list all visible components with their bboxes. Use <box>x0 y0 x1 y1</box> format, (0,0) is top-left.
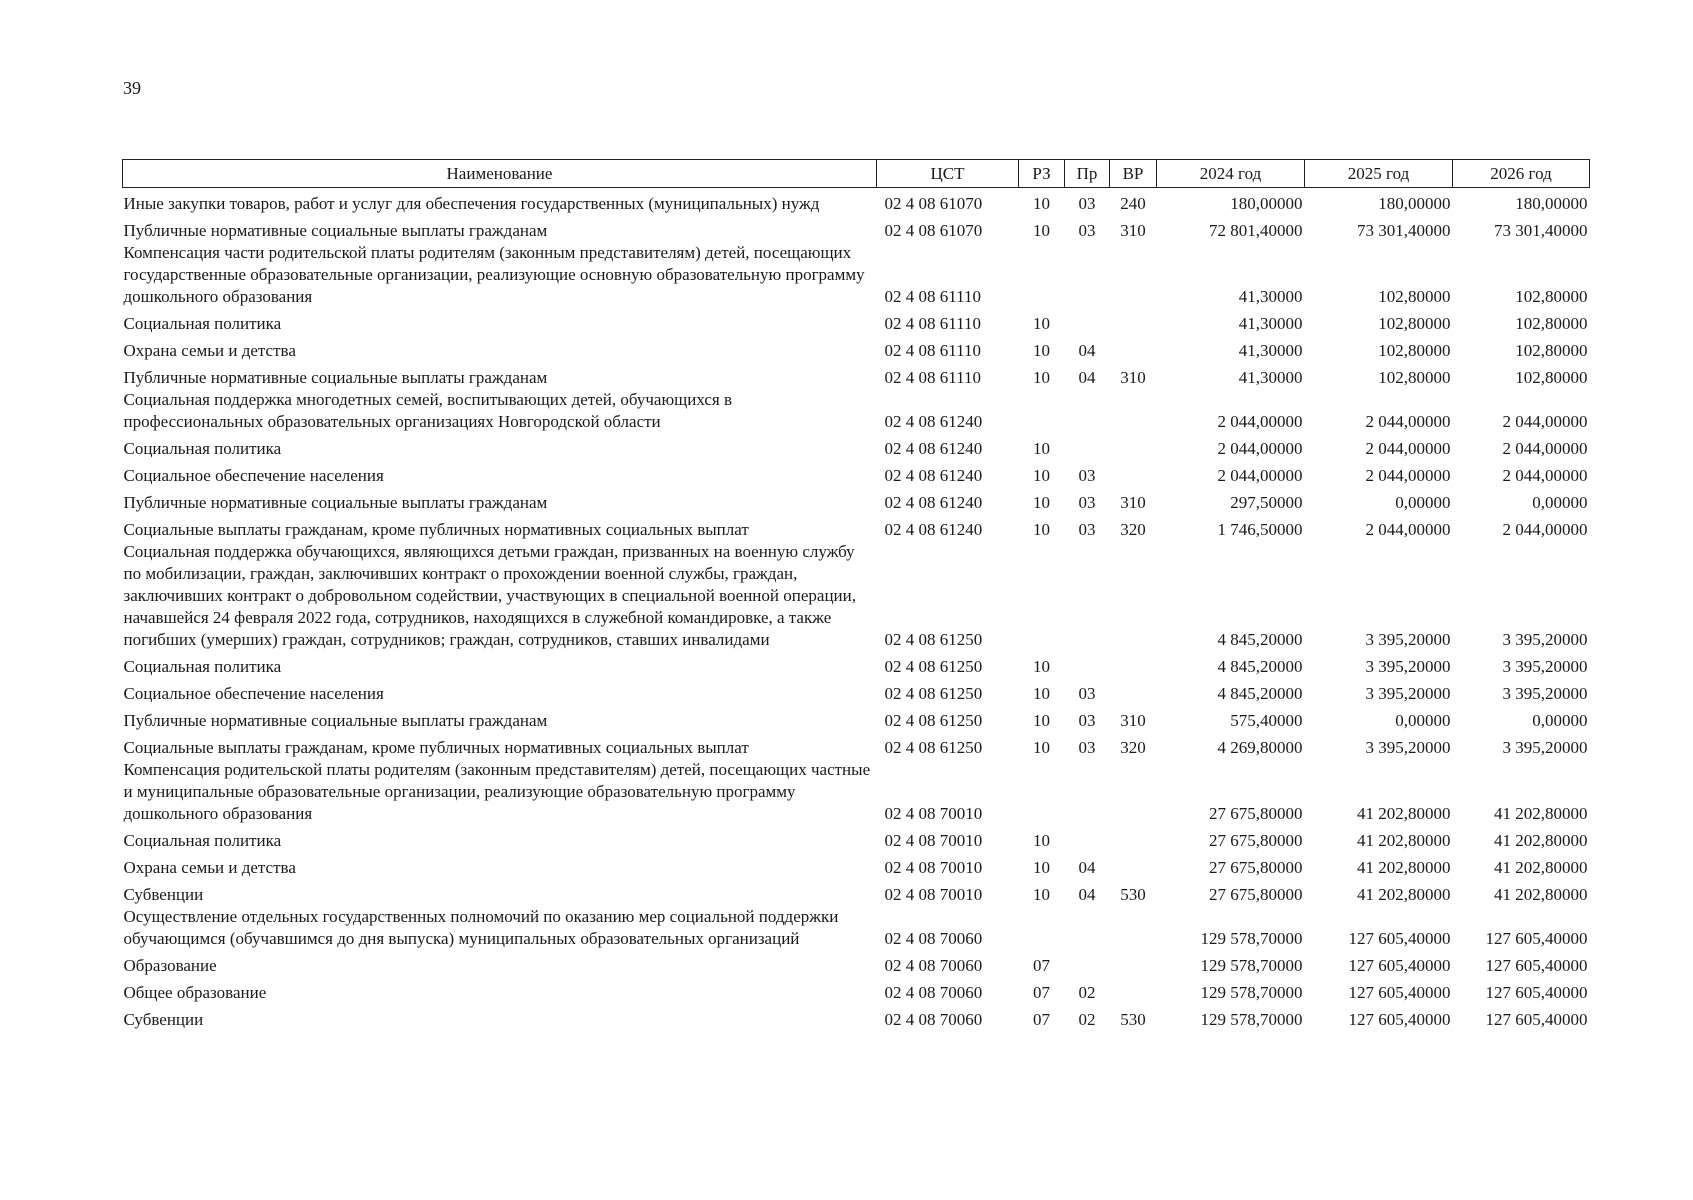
row-2025: 102,80000 <box>1378 341 1451 360</box>
row-rz <box>1019 759 1065 825</box>
row-2025: 2 044,00000 <box>1365 466 1451 485</box>
row-rz: 10 <box>1033 439 1050 458</box>
table-row <box>123 879 1590 906</box>
row-cst: 02 4 08 70010 <box>884 804 983 823</box>
row-rz: 07 <box>1033 1010 1050 1029</box>
table-row <box>123 825 1590 852</box>
row-2024: 575,40000 <box>1230 711 1303 730</box>
row-cst: 02 4 08 61240 <box>884 439 983 458</box>
row-pr: 03 <box>1078 711 1096 730</box>
table-row <box>123 759 1590 825</box>
row-2025: 0,00000 <box>1395 493 1451 512</box>
row-2024: 41,30000 <box>1238 314 1303 333</box>
table-row <box>123 852 1590 879</box>
header-name: Наименование <box>123 160 877 188</box>
row-name: Публичные нормативные социальные выплаты гражданам <box>123 368 548 387</box>
row-name: Субвенции <box>123 885 204 904</box>
row-pr: 03 <box>1078 520 1096 539</box>
row-cst: 02 4 08 70010 <box>884 885 983 904</box>
row-vr <box>1110 977 1157 1004</box>
row-2025: 127 605,40000 <box>1348 956 1451 975</box>
row-2026: 2 044,00000 <box>1502 466 1588 485</box>
row-rz <box>1019 541 1065 651</box>
row-pr: 04 <box>1078 341 1096 360</box>
row-2024: 2 044,00000 <box>1217 412 1303 431</box>
row-cst: 02 4 08 70060 <box>884 956 983 975</box>
header-rz: РЗ <box>1019 160 1065 188</box>
row-name: Охрана семьи и детства <box>123 341 296 360</box>
budget-table <box>122 159 1590 1031</box>
row-2026: 180,00000 <box>1515 194 1588 213</box>
row-name: Социальная политика <box>123 439 282 458</box>
row-vr: 530 <box>1120 885 1146 904</box>
row-2026: 3 395,20000 <box>1502 657 1588 676</box>
row-2026: 3 395,20000 <box>1502 738 1588 757</box>
row-name: Социальная поддержка обучающихся, являющихся детьми граждан, призванных на военную службу по мобилизации, граждан, заключивших контракт о прохождении военной службы, граждан, заключивших контракт о добровольном содействии, участвующих в специальной военной операции, начавшейся 24 февраля 2022 года, сотрудников, находящихся в служебной командировке, а также погибших (умерших) граждан, сотрудников; граждан, сотрудников, ставших инвалидами <box>123 542 856 649</box>
table-row <box>123 906 1590 950</box>
header-pr: Пр <box>1065 160 1110 188</box>
row-name: Социальная политика <box>123 831 282 850</box>
row-name: Публичные нормативные социальные выплаты гражданам <box>123 493 548 512</box>
table-row <box>123 705 1590 732</box>
row-vr <box>1110 308 1157 335</box>
row-2026: 127 605,40000 <box>1485 1010 1588 1029</box>
row-2026: 2 044,00000 <box>1502 439 1588 458</box>
row-rz: 10 <box>1033 711 1050 730</box>
row-2026: 102,80000 <box>1515 314 1588 333</box>
row-2026: 73 301,40000 <box>1494 221 1588 240</box>
row-vr: 240 <box>1120 194 1146 213</box>
row-2026: 41 202,80000 <box>1494 804 1588 823</box>
row-vr: 310 <box>1120 221 1146 240</box>
header-2026: 2026 год <box>1453 160 1590 188</box>
row-2024: 4 845,20000 <box>1217 657 1303 676</box>
row-rz: 10 <box>1033 738 1050 757</box>
table-row <box>123 460 1590 487</box>
row-name: Субвенции <box>123 1010 204 1029</box>
row-2024: 297,50000 <box>1230 493 1303 512</box>
row-name: Социальные выплаты гражданам, кроме публичных нормативных социальных выплат <box>123 738 749 757</box>
row-pr: 04 <box>1078 858 1096 877</box>
row-vr: 530 <box>1120 1010 1146 1029</box>
table-row <box>123 188 1590 216</box>
table-row <box>123 651 1590 678</box>
row-vr: 320 <box>1120 520 1146 539</box>
page-number: 39 <box>123 78 141 98</box>
row-rz <box>1019 906 1065 950</box>
row-pr <box>1065 433 1110 460</box>
row-2026: 2 044,00000 <box>1502 412 1588 431</box>
row-pr: 03 <box>1078 194 1096 213</box>
row-2025: 3 395,20000 <box>1365 684 1451 703</box>
row-2024: 27 675,80000 <box>1209 804 1303 823</box>
row-2025: 102,80000 <box>1378 368 1451 387</box>
row-rz: 10 <box>1033 885 1050 904</box>
row-2025: 102,80000 <box>1378 287 1451 306</box>
row-vr <box>1110 335 1157 362</box>
row-2026: 3 395,20000 <box>1502 630 1588 649</box>
row-vr: 320 <box>1120 738 1146 757</box>
row-2026: 127 605,40000 <box>1485 983 1588 1002</box>
row-rz: 10 <box>1033 466 1050 485</box>
row-cst: 02 4 08 61250 <box>884 684 983 703</box>
header-2024: 2024 год <box>1157 160 1305 188</box>
table-row <box>123 950 1590 977</box>
table-row <box>123 389 1590 433</box>
row-name: Социальные выплаты гражданам, кроме публичных нормативных социальных выплат <box>123 520 749 539</box>
row-cst: 02 4 08 61240 <box>884 493 983 512</box>
row-vr <box>1110 678 1157 705</box>
row-rz: 10 <box>1033 314 1050 333</box>
header-2025: 2025 год <box>1305 160 1453 188</box>
row-2024: 27 675,80000 <box>1209 885 1303 904</box>
row-2024: 4 845,20000 <box>1217 630 1303 649</box>
row-pr: 03 <box>1078 221 1096 240</box>
row-rz <box>1019 389 1065 433</box>
row-vr <box>1110 651 1157 678</box>
row-2026: 127 605,40000 <box>1485 956 1588 975</box>
row-name: Охрана семьи и детства <box>123 858 296 877</box>
row-rz: 10 <box>1033 520 1050 539</box>
row-pr <box>1065 308 1110 335</box>
row-2025: 73 301,40000 <box>1357 221 1451 240</box>
row-vr <box>1110 825 1157 852</box>
row-2026: 102,80000 <box>1515 287 1588 306</box>
row-cst: 02 4 08 61250 <box>884 738 983 757</box>
row-rz: 10 <box>1033 221 1050 240</box>
row-2024: 4 845,20000 <box>1217 684 1303 703</box>
row-vr <box>1110 460 1157 487</box>
row-rz: 07 <box>1033 983 1050 1002</box>
table-row <box>123 1004 1590 1031</box>
row-rz: 10 <box>1033 368 1050 387</box>
row-name: Компенсация части родительской платы родителям (законным представителям) детей, посещающих государственные образовательные организации, реализующие основную образовательную программу дошкольного образования <box>123 243 865 306</box>
table-row <box>123 242 1590 308</box>
row-2026: 41 202,80000 <box>1494 858 1588 877</box>
row-2025: 2 044,00000 <box>1365 412 1451 431</box>
row-rz: 10 <box>1033 858 1050 877</box>
row-cst: 02 4 08 61250 <box>884 711 983 730</box>
row-2024: 72 801,40000 <box>1209 221 1303 240</box>
table-row <box>123 678 1590 705</box>
row-pr: 02 <box>1078 1010 1096 1029</box>
row-name: Социальное обеспечение населения <box>123 466 384 485</box>
row-vr <box>1110 433 1157 460</box>
row-cst: 02 4 08 70060 <box>884 929 983 948</box>
row-rz: 10 <box>1033 493 1050 512</box>
table-row <box>123 215 1590 242</box>
row-cst: 02 4 08 61240 <box>884 466 983 485</box>
row-rz: 10 <box>1033 831 1050 850</box>
row-2026: 0,00000 <box>1532 493 1588 512</box>
row-pr: 03 <box>1078 466 1096 485</box>
row-cst: 02 4 08 61110 <box>884 341 981 360</box>
row-name: Социальная политика <box>123 314 282 333</box>
row-2025: 127 605,40000 <box>1348 1010 1451 1029</box>
table-row <box>123 335 1590 362</box>
row-2026: 3 395,20000 <box>1502 684 1588 703</box>
table-row <box>123 977 1590 1004</box>
row-vr <box>1110 852 1157 879</box>
row-2026: 41 202,80000 <box>1494 831 1588 850</box>
row-cst: 02 4 08 70060 <box>884 983 983 1002</box>
row-name: Иные закупки товаров, работ и услуг для обеспечения государственных (муниципальных) нужд <box>123 194 820 213</box>
row-vr <box>1110 389 1157 433</box>
row-2025: 3 395,20000 <box>1365 738 1451 757</box>
row-name: Образование <box>123 956 217 975</box>
row-vr: 310 <box>1120 368 1146 387</box>
row-2024: 129 578,70000 <box>1200 956 1303 975</box>
row-name: Социальная поддержка многодетных семей, воспитывающих детей, обучающихся в профессиональных образовательных организациях Новгородской области <box>123 390 732 431</box>
row-cst: 02 4 08 70010 <box>884 831 983 850</box>
row-vr: 310 <box>1120 493 1146 512</box>
row-2024: 129 578,70000 <box>1200 1010 1303 1029</box>
row-pr: 03 <box>1078 684 1096 703</box>
table-header-row <box>123 160 1590 188</box>
row-pr <box>1065 242 1110 308</box>
row-2026: 41 202,80000 <box>1494 885 1588 904</box>
row-2025: 127 605,40000 <box>1348 929 1451 948</box>
row-pr <box>1065 825 1110 852</box>
row-2025: 180,00000 <box>1378 194 1451 213</box>
row-2024: 27 675,80000 <box>1209 858 1303 877</box>
row-name: Публичные нормативные социальные выплаты гражданам <box>123 221 548 240</box>
row-cst: 02 4 08 61240 <box>884 412 983 431</box>
row-rz: 10 <box>1033 341 1050 360</box>
row-2026: 2 044,00000 <box>1502 520 1588 539</box>
row-name: Осуществление отдельных государственных полномочий по оказанию мер социальной поддержки обучающимся (обучавшимся до дня выпуска) муниципальных образовательных организаций <box>123 907 839 948</box>
row-2025: 41 202,80000 <box>1357 831 1451 850</box>
row-cst: 02 4 08 61110 <box>884 368 981 387</box>
row-2024: 27 675,80000 <box>1209 831 1303 850</box>
row-pr <box>1065 541 1110 651</box>
table-row <box>123 732 1590 759</box>
table-row <box>123 541 1590 651</box>
row-vr <box>1110 242 1157 308</box>
row-2024: 2 044,00000 <box>1217 439 1303 458</box>
row-rz: 10 <box>1033 194 1050 213</box>
row-name: Компенсация родительской платы родителям (законным представителям) детей, посещающих частные и муниципальные образовательные организации, реализующие образовательную программу дошкольного образования <box>123 760 871 823</box>
row-vr: 310 <box>1120 711 1146 730</box>
row-2024: 4 269,80000 <box>1217 738 1303 757</box>
row-2026: 102,80000 <box>1515 341 1588 360</box>
row-vr <box>1110 541 1157 651</box>
row-2025: 127 605,40000 <box>1348 983 1451 1002</box>
row-cst: 02 4 08 61070 <box>884 221 983 240</box>
row-2025: 41 202,80000 <box>1357 885 1451 904</box>
row-pr <box>1065 906 1110 950</box>
header-cst: ЦСТ <box>877 160 1019 188</box>
row-pr: 03 <box>1078 493 1096 512</box>
row-2024: 41,30000 <box>1238 287 1303 306</box>
row-rz: 10 <box>1033 684 1050 703</box>
row-rz: 10 <box>1033 657 1050 676</box>
row-vr <box>1110 759 1157 825</box>
table-row <box>123 487 1590 514</box>
row-cst: 02 4 08 61110 <box>884 314 981 333</box>
row-2026: 0,00000 <box>1532 711 1588 730</box>
row-2025: 2 044,00000 <box>1365 439 1451 458</box>
row-2025: 102,80000 <box>1378 314 1451 333</box>
row-vr <box>1110 950 1157 977</box>
row-2026: 127 605,40000 <box>1485 929 1588 948</box>
row-pr <box>1065 389 1110 433</box>
row-rz <box>1019 242 1065 308</box>
row-cst: 02 4 08 70010 <box>884 858 983 877</box>
table-row <box>123 433 1590 460</box>
row-name: Социальное обеспечение населения <box>123 684 384 703</box>
row-pr: 04 <box>1078 368 1096 387</box>
table-row <box>123 362 1590 389</box>
row-2025: 41 202,80000 <box>1357 804 1451 823</box>
row-2024: 180,00000 <box>1230 194 1303 213</box>
row-name: Общее образование <box>123 983 267 1002</box>
row-vr <box>1110 906 1157 950</box>
row-2024: 1 746,50000 <box>1217 520 1303 539</box>
row-name: Публичные нормативные социальные выплаты гражданам <box>123 711 548 730</box>
row-pr: 04 <box>1078 885 1096 904</box>
row-cst: 02 4 08 61110 <box>884 287 981 306</box>
row-2025: 0,00000 <box>1395 711 1451 730</box>
row-cst: 02 4 08 61250 <box>884 657 983 676</box>
row-cst: 02 4 08 61250 <box>884 630 983 649</box>
row-2024: 41,30000 <box>1238 341 1303 360</box>
table-body <box>123 188 1590 1032</box>
row-pr <box>1065 950 1110 977</box>
table-row <box>123 514 1590 541</box>
row-2025: 2 044,00000 <box>1365 520 1451 539</box>
row-name: Социальная политика <box>123 657 282 676</box>
row-cst: 02 4 08 70060 <box>884 1010 983 1029</box>
header-vr: ВР <box>1110 160 1157 188</box>
table-row <box>123 308 1590 335</box>
row-pr <box>1065 759 1110 825</box>
row-cst: 02 4 08 61070 <box>884 194 983 213</box>
row-2025: 41 202,80000 <box>1357 858 1451 877</box>
row-2025: 3 395,20000 <box>1365 630 1451 649</box>
row-2024: 41,30000 <box>1238 368 1303 387</box>
row-pr <box>1065 651 1110 678</box>
row-cst: 02 4 08 61240 <box>884 520 983 539</box>
row-2024: 129 578,70000 <box>1200 983 1303 1002</box>
row-2024: 2 044,00000 <box>1217 466 1303 485</box>
row-rz: 07 <box>1033 956 1050 975</box>
row-pr: 02 <box>1078 983 1096 1002</box>
row-2024: 129 578,70000 <box>1200 929 1303 948</box>
row-2026: 102,80000 <box>1515 368 1588 387</box>
row-pr: 03 <box>1078 738 1096 757</box>
row-2025: 3 395,20000 <box>1365 657 1451 676</box>
